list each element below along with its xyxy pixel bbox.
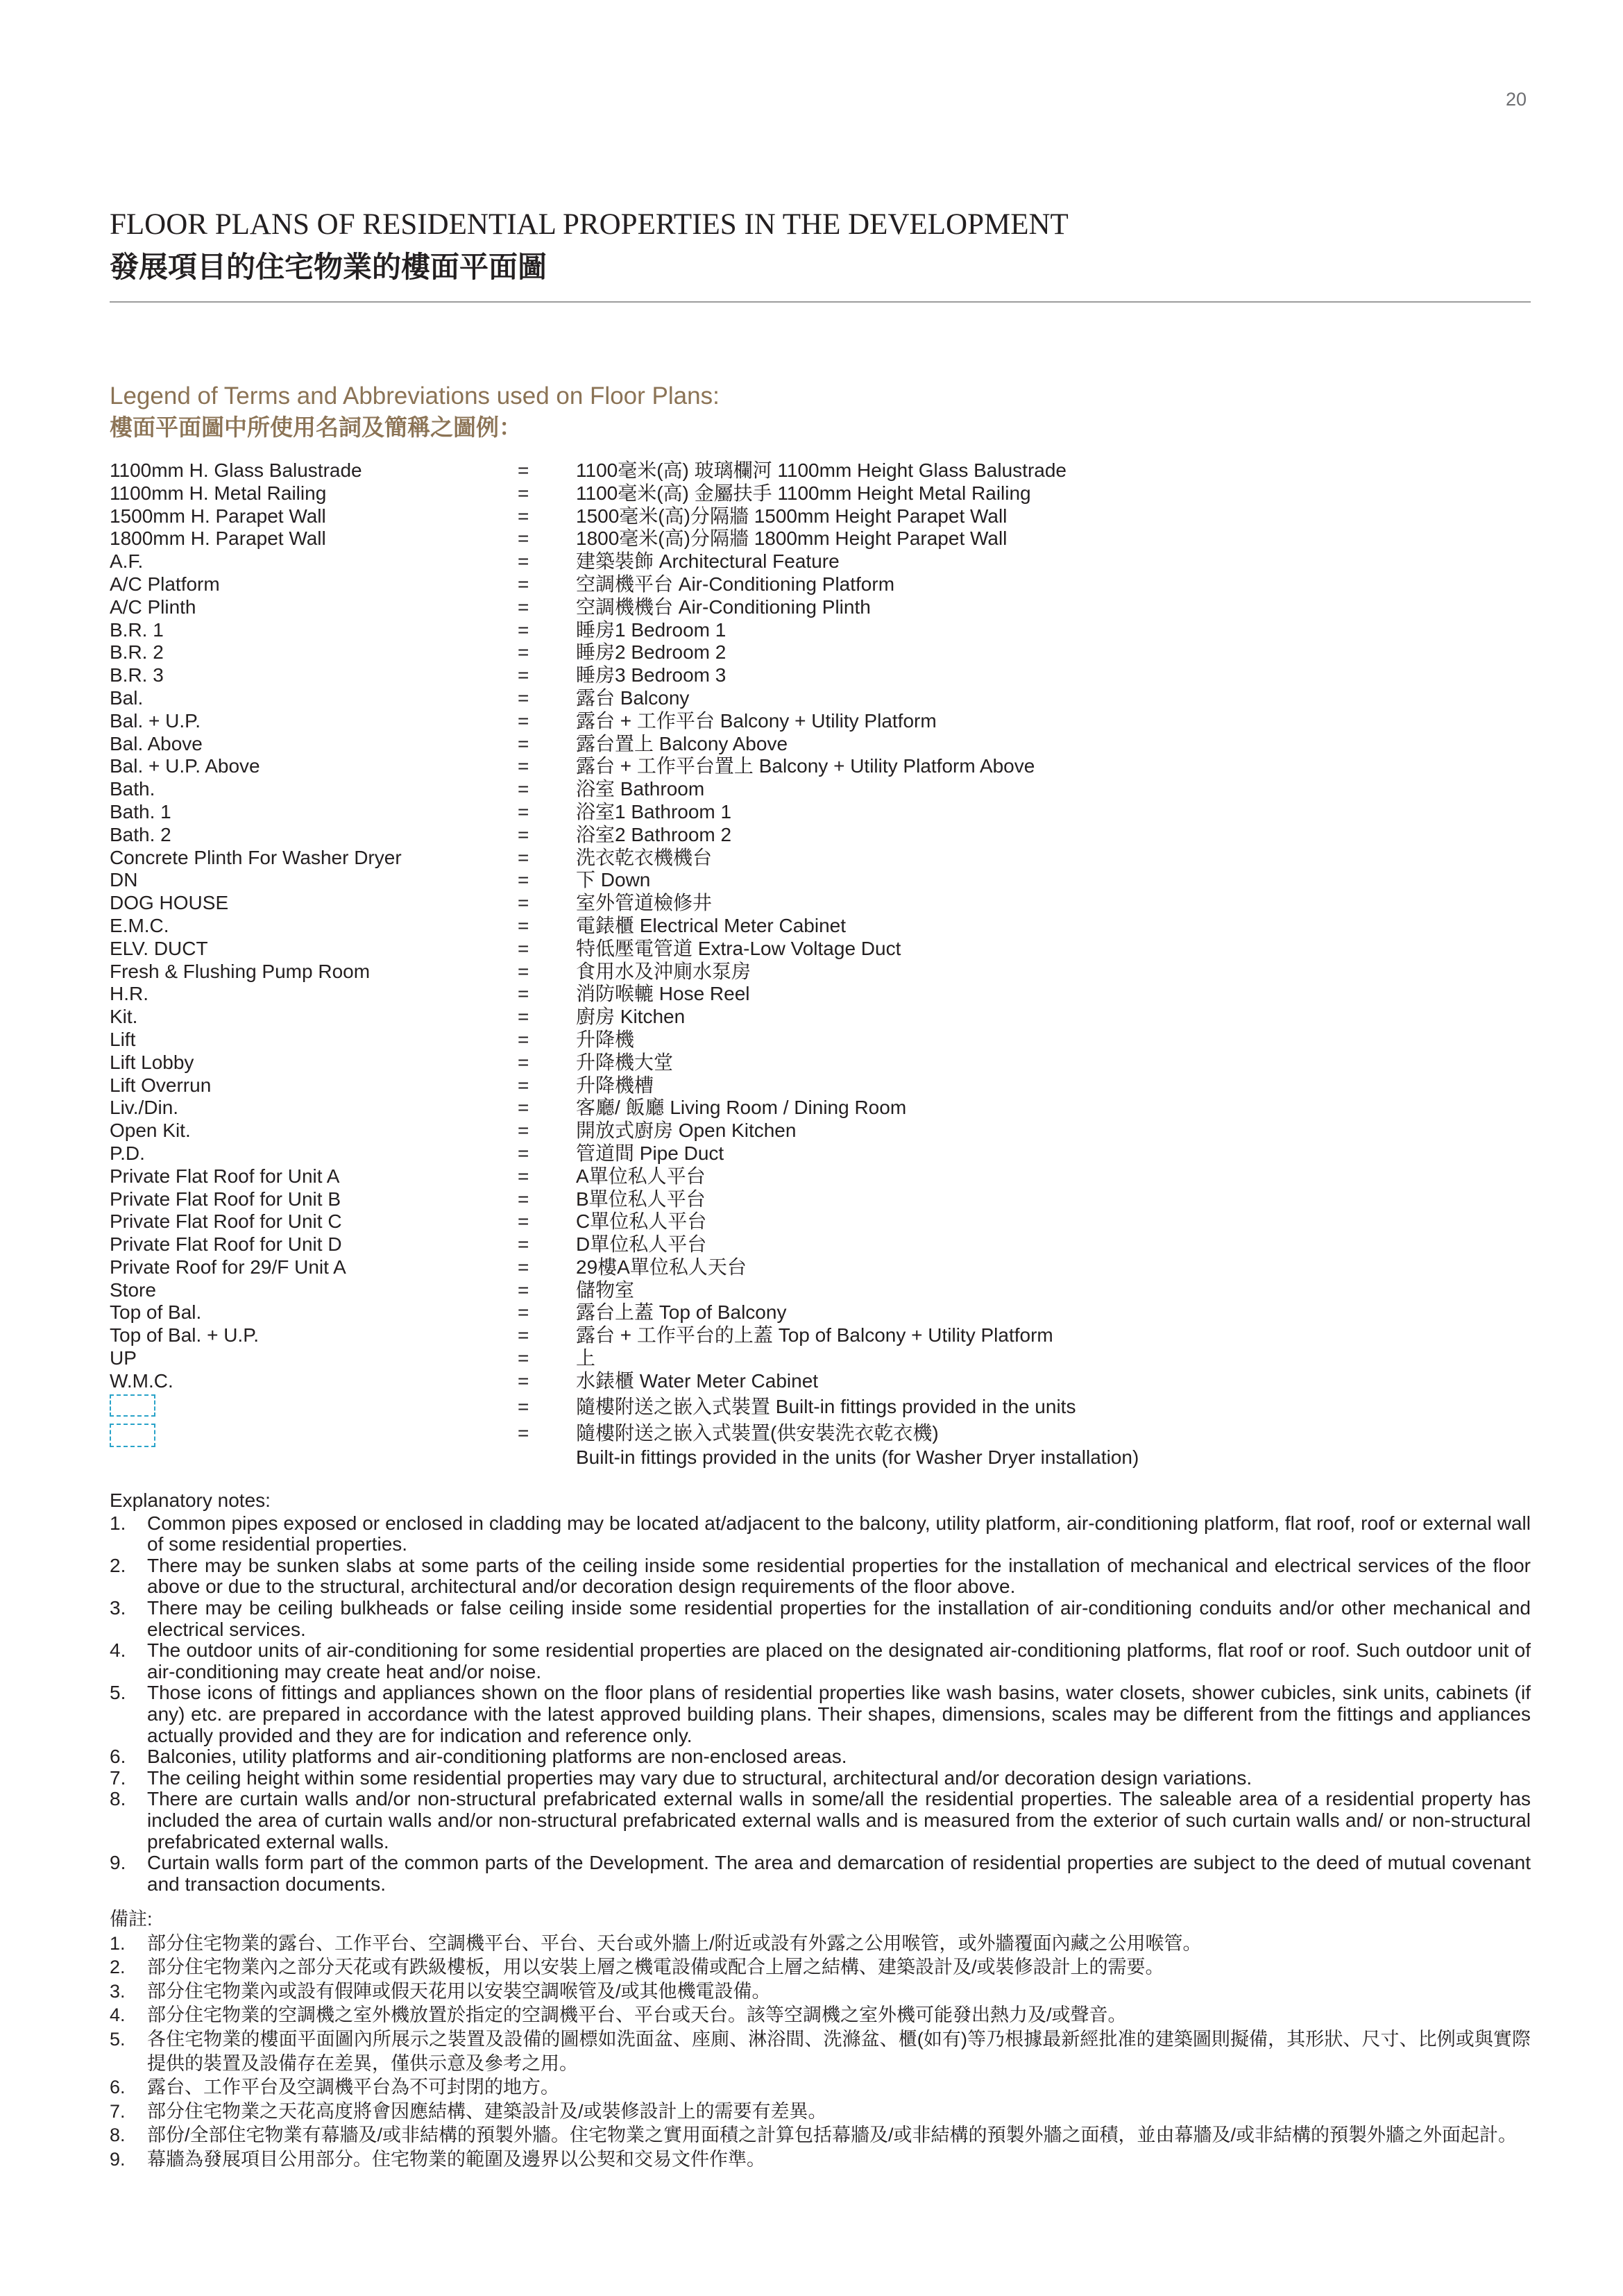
legend-row xyxy=(110,550,1428,573)
note-item xyxy=(110,1682,1531,1746)
legend-definition: 客廳/ 飯廳 Living Room / Dining Room xyxy=(576,1097,907,1119)
legend-equals: = xyxy=(518,1233,529,1256)
legend-equals: = xyxy=(518,914,529,936)
legend-row xyxy=(110,915,1428,938)
legend-equals: = xyxy=(518,823,529,845)
legend-term: Bal. + U.P. xyxy=(110,709,201,732)
legend-fitting-row xyxy=(110,1421,1428,1475)
legend-definition: 1100毫米(高) 金屬扶手 1100mm Height Metal Railing xyxy=(576,482,1031,504)
note-text: 部份/全部住宅物業有幕牆及/或非結構的預製外牆。住宅物業之實用面積之計算包括幕牆及/或非結構的預製外牆之面積，並由幕牆及/或非結構的預製外牆之外面起計。 xyxy=(147,2125,1518,2146)
note-number: 4. xyxy=(110,2004,126,2026)
legend-equals: = xyxy=(518,459,529,481)
legend-equals: = xyxy=(518,686,529,709)
note-item xyxy=(110,2075,1531,2100)
legend-row xyxy=(110,1188,1428,1211)
legend-term: DOG HOUSE xyxy=(110,892,229,914)
legend-term: 1500mm H. Parapet Wall xyxy=(110,505,326,527)
legend-equals: = xyxy=(518,1165,529,1187)
legend-equals: = xyxy=(518,505,529,527)
note-text: 各住宅物業的樓面平面圖內所展示之裝置及設備的圖標如洗面盆、座廁、淋浴間、洗滌盆、櫃(如有)等乃根據最新經批准的建築圖則擬備，其形狀、尺寸、比例或與實際提供的裝置及設備存在差異，僅供示意及參考之用。 xyxy=(147,2028,1531,2074)
note-item xyxy=(110,1768,1531,1789)
legend-term: P.D. xyxy=(110,1142,145,1164)
legend-definition: 室外管道檢修井 xyxy=(576,892,713,914)
legend-term: B.R. 3 xyxy=(110,664,164,686)
legend-equals: = xyxy=(518,527,529,550)
legend-definition: 管道間 Pipe Duct xyxy=(576,1142,724,1164)
legend-term: Kit. xyxy=(110,1006,138,1028)
legend-row xyxy=(110,892,1428,915)
legend-heading xyxy=(110,380,720,443)
legend-equals: = xyxy=(518,1369,529,1392)
legend-equals: = xyxy=(518,1395,529,1417)
legend-term: W.M.C. xyxy=(110,1369,173,1392)
legend-fitting-row xyxy=(110,1393,1428,1421)
legend-row xyxy=(110,1029,1428,1052)
note-text: Common pipes exposed or enclosed in cladding may be located at/adjacent to the balcony, utility platform, air-conditioning platform, flat roof, roof or external wall of some residential properties. xyxy=(147,1512,1531,1555)
built-in-fitting-symbol xyxy=(110,1424,155,1447)
note-number: 6. xyxy=(110,2077,126,2098)
note-item xyxy=(110,1789,1531,1852)
note-number: 3. xyxy=(110,1980,126,2002)
note-item xyxy=(110,1852,1531,1895)
legend-definition: 特低壓電管道 Extra-Low Voltage Duct xyxy=(576,937,901,959)
note-number: 6. xyxy=(110,1746,126,1768)
legend-definition: 洗衣乾衣機機台 xyxy=(576,846,713,868)
legend-row xyxy=(110,1256,1428,1279)
legend-row xyxy=(110,1347,1428,1370)
legend-definition: 升降機大堂 xyxy=(576,1051,674,1073)
legend-table xyxy=(110,459,1428,1475)
note-item xyxy=(110,2147,1531,2172)
page-title-zh: 發展項目的住宅物業的樓面平面圖 xyxy=(110,250,547,284)
legend-equals: = xyxy=(518,937,529,959)
legend-row xyxy=(110,1324,1428,1347)
legend-term: Private Flat Roof for Unit C xyxy=(110,1210,342,1233)
legend-definition-line: 隨樓附送之嵌入式裝置(供安裝洗衣乾衣機) xyxy=(576,1421,939,1444)
legend-definition: 露台 + 工作平台置上 Balcony + Utility Platform Above xyxy=(576,755,1035,777)
legend-definition xyxy=(576,1393,1076,1421)
note-text: 部分住宅物業內之部分天花或有跌級樓板，用以安裝上層之機電設備或配合上層之結構、建築設計及/或裝修設計上的需要。 xyxy=(147,1957,1164,1978)
note-number: 2. xyxy=(110,1957,126,1978)
legend-equals: = xyxy=(518,983,529,1005)
page-title xyxy=(110,205,1531,290)
notes-list-zh xyxy=(110,1932,1531,2172)
note-number: 9. xyxy=(110,1852,126,1874)
legend-term: Bath. 2 xyxy=(110,823,171,845)
legend-definition: 浴室2 Bathroom 2 xyxy=(576,823,732,845)
legend-row xyxy=(110,1006,1428,1029)
legend-equals: = xyxy=(518,1324,529,1347)
legend-row xyxy=(110,1165,1428,1188)
legend-term: Private Flat Roof for Unit B xyxy=(110,1188,341,1210)
legend-equals: = xyxy=(518,755,529,777)
explanatory-notes-en xyxy=(110,1490,1531,1895)
legend-equals: = xyxy=(518,550,529,573)
legend-equals: = xyxy=(518,892,529,914)
legend-equals: = xyxy=(518,664,529,686)
note-text: There are curtain walls and/or non-structural prefabricated external walls in some/all the residential properties. The saleable area of a residential property has included the area of curtain walls and/or non-structural prefabricated external walls and is measured from the exterior of such curtain walls and/ or non-structural prefabricated external walls. xyxy=(147,1788,1531,1852)
legend-term: Bal. xyxy=(110,686,144,709)
legend-definition: 升降機槽 xyxy=(576,1074,654,1096)
legend-definition: 1500毫米(高)分隔牆 1500mm Height Parapet Wall xyxy=(576,505,1008,527)
note-item xyxy=(110,2027,1531,2075)
title-divider xyxy=(110,301,1531,303)
legend-term: Lift Overrun xyxy=(110,1074,212,1096)
legend-equals: = xyxy=(518,709,529,732)
note-text: 部分住宅物業內或設有假陣或假天花用以安裝空調喉管及/或其他機電設備。 xyxy=(147,1980,771,2002)
legend-row xyxy=(110,1370,1428,1393)
legend-row xyxy=(110,824,1428,847)
legend-definition: 29樓A單位私人天台 xyxy=(576,1256,747,1278)
legend-row xyxy=(110,596,1428,619)
legend-definition: 廚房 Kitchen xyxy=(576,1006,686,1028)
notes-list-en xyxy=(110,1513,1531,1896)
legend-equals: = xyxy=(518,641,529,664)
notes-heading-zh: 備註: xyxy=(110,1909,153,1930)
note-number: 8. xyxy=(110,2125,126,2146)
note-number: 3. xyxy=(110,1596,126,1619)
legend-definition: 露台 + 工作平台 Balcony + Utility Platform xyxy=(576,709,937,732)
legend-definition: 睡房3 Bedroom 3 xyxy=(576,664,726,686)
legend-term: DN xyxy=(110,869,138,891)
note-number: 7. xyxy=(110,1766,126,1789)
legend-row xyxy=(110,938,1428,961)
legend-definition xyxy=(576,1421,1139,1469)
legend-row xyxy=(110,482,1428,505)
note-item xyxy=(110,1513,1531,1555)
note-number: 5. xyxy=(110,1682,126,1704)
legend-equals: = xyxy=(518,846,529,868)
note-number: 1. xyxy=(110,1932,126,1954)
legend-row xyxy=(110,619,1428,642)
note-text: 部分住宅物業的露台、工作平台、空調機平台、平台、天台或外牆上/附近或設有外露之公用喉管，或外牆覆面內藏之公用喉管。 xyxy=(147,1932,1202,1954)
legend-row xyxy=(110,687,1428,710)
legend-equals: = xyxy=(518,1028,529,1050)
note-item xyxy=(110,1640,1531,1682)
legend-row xyxy=(110,755,1428,778)
legend-definition: 1100毫米(高) 玻璃欄河 1100mm Height Glass Balustrade xyxy=(576,459,1067,481)
note-text: The outdoor units of air-conditioning for some residential properties are placed on the designated air-conditioning platforms, flat roof or roof. Such outdoor unit of air-conditioning may create heat and/or noise. xyxy=(147,1639,1531,1682)
legend-term: A/C Platform xyxy=(110,573,220,595)
legend-row xyxy=(110,733,1428,756)
legend-term: Concrete Plinth For Washer Dryer xyxy=(110,846,402,868)
legend-term: Lift Lobby xyxy=(110,1051,194,1073)
legend-equals: = xyxy=(518,1120,529,1142)
note-number: 7. xyxy=(110,2100,126,2122)
legend-term: E.M.C. xyxy=(110,914,169,936)
note-text: There may be sunken slabs at some parts of the ceiling inside some residential properties for the installation of mechanical and electrical services of the floor above or due to the structural, architectural and/or decoration design requirements of the floor above. xyxy=(147,1554,1531,1598)
legend-equals: = xyxy=(518,1421,529,1444)
legend-definition: 下 Down xyxy=(576,869,651,891)
legend-row xyxy=(110,1233,1428,1256)
note-text: 部分住宅物業之天花高度將會因應結構、建築設計及/或裝修設計上的需要有差異。 xyxy=(147,2100,827,2122)
legend-term: Private Flat Roof for Unit A xyxy=(110,1165,340,1187)
legend-row xyxy=(110,527,1428,550)
note-text: Balconies, utility platforms and air-conditioning platforms are non-enclosed areas. xyxy=(147,1746,847,1768)
legend-definition: 升降機 xyxy=(576,1028,635,1050)
legend-equals: = xyxy=(518,1256,529,1278)
legend-row xyxy=(110,1052,1428,1074)
notes-heading-en: Explanatory notes: xyxy=(110,1489,271,1511)
legend-definition: B單位私人平台 xyxy=(576,1188,706,1210)
legend-equals: = xyxy=(518,1074,529,1096)
legend-term: UP xyxy=(110,1347,137,1369)
page-title-en: FLOOR PLANS OF RESIDENTIAL PROPERTIES IN THE DEVELOPMENT xyxy=(110,208,1069,241)
note-number: 2. xyxy=(110,1554,126,1576)
legend-row xyxy=(110,1279,1428,1302)
note-text: 部分住宅物業的空調機之室外機放置於指定的空調機平台、平台或天台。該等空調機之室外機可能發出熱力及/或聲音。 xyxy=(147,2004,1127,2026)
legend-definition: 水錶櫃 Water Meter Cabinet xyxy=(576,1369,819,1392)
note-item xyxy=(110,2123,1531,2147)
legend-row xyxy=(110,641,1428,664)
legend-definition: 露台 + 工作平台的上蓋 Top of Balcony + Utility Platform xyxy=(576,1324,1053,1347)
legend-row xyxy=(110,869,1428,892)
legend-term: Top of Bal. xyxy=(110,1301,202,1324)
legend-term: Bal. + U.P. Above xyxy=(110,755,260,777)
legend-term: Liv./Din. xyxy=(110,1097,179,1119)
legend-term: Private Flat Roof for Unit D xyxy=(110,1233,342,1256)
legend-term: Store xyxy=(110,1278,156,1301)
legend-definition: 1800毫米(高)分隔牆 1800mm Height Parapet Wall xyxy=(576,527,1008,550)
note-item xyxy=(110,2003,1531,2027)
legend-equals: = xyxy=(518,778,529,800)
explanatory-notes-zh xyxy=(110,1907,1531,2172)
page-number: 20 xyxy=(1505,89,1527,110)
legend-row xyxy=(110,459,1428,482)
legend-term: Private Roof for 29/F Unit A xyxy=(110,1256,346,1278)
legend-equals: = xyxy=(518,1347,529,1369)
legend-term: Bath. 1 xyxy=(110,800,171,822)
legend-row xyxy=(110,847,1428,870)
note-number: 8. xyxy=(110,1788,126,1810)
legend-definition: 電錶櫃 Electrical Meter Cabinet xyxy=(576,914,847,936)
legend-equals: = xyxy=(518,800,529,822)
legend-definition-line: Built-in fittings provided in the units (for Washer Dryer installation) xyxy=(576,1446,1139,1468)
legend-definition: 開放式廚房 Open Kitchen xyxy=(576,1120,797,1142)
legend-definition: 食用水及沖廁水泵房 xyxy=(576,960,751,982)
legend-equals: = xyxy=(518,732,529,754)
legend-row xyxy=(110,505,1428,528)
legend-equals: = xyxy=(518,869,529,891)
legend-row xyxy=(110,778,1428,801)
legend-definition: 露台置上 Balcony Above xyxy=(576,732,788,754)
legend-row xyxy=(110,1210,1428,1233)
legend-definition: 消防喉轆 Hose Reel xyxy=(576,983,750,1005)
legend-row xyxy=(110,1097,1428,1120)
note-number: 1. xyxy=(110,1512,126,1534)
note-number: 9. xyxy=(110,2148,126,2170)
legend-definition: 睡房2 Bedroom 2 xyxy=(576,641,726,664)
legend-equals: = xyxy=(518,1210,529,1233)
legend-term: B.R. 2 xyxy=(110,641,164,664)
legend-definition: D單位私人平台 xyxy=(576,1233,707,1256)
note-item xyxy=(110,2100,1531,2124)
legend-row xyxy=(110,710,1428,733)
legend-row xyxy=(110,961,1428,984)
legend-equals: = xyxy=(518,596,529,618)
legend-row xyxy=(110,1074,1428,1097)
legend-heading-zh: 樓面平面圖中所使用名詞及簡稱之圖例： xyxy=(110,414,522,440)
legend-equals: = xyxy=(518,1097,529,1119)
legend-term: Fresh & Flushing Pump Room xyxy=(110,960,371,982)
note-item xyxy=(110,1555,1531,1598)
legend-term: Bal. Above xyxy=(110,732,203,754)
note-text: The ceiling height within some residential properties may vary due to structural, architectural and/or decoration design variations. xyxy=(147,1766,1252,1789)
note-item xyxy=(110,1598,1531,1640)
legend-equals: = xyxy=(518,1188,529,1210)
note-text: 露台、工作平台及空調機平台為不可封閉的地方。 xyxy=(147,2077,559,2098)
legend-definition: 上 xyxy=(576,1347,596,1369)
legend-term: H.R. xyxy=(110,983,148,1005)
legend-definition: 浴室 Bathroom xyxy=(576,778,705,800)
legend-row xyxy=(110,1301,1428,1324)
legend-definition: C單位私人平台 xyxy=(576,1210,707,1233)
legend-term: Lift xyxy=(110,1028,136,1050)
legend-definition: 空調機機台 Air-Conditioning Plinth xyxy=(576,596,871,618)
legend-equals: = xyxy=(518,1006,529,1028)
note-number: 5. xyxy=(110,2028,126,2050)
legend-term: A.F. xyxy=(110,550,144,573)
note-item xyxy=(110,1955,1531,1980)
legend-equals: = xyxy=(518,960,529,982)
legend-equals: = xyxy=(518,1142,529,1164)
legend-equals: = xyxy=(518,618,529,641)
legend-equals: = xyxy=(518,482,529,504)
note-text: There may be ceiling bulkheads or false ceiling inside some residential properties for the installation of air-conditioning conduits and/or other mechanical and electrical services. xyxy=(147,1596,1531,1640)
legend-definition: 露台上蓋 Top of Balcony xyxy=(576,1301,787,1324)
legend-row xyxy=(110,1142,1428,1165)
legend-term: A/C Plinth xyxy=(110,596,196,618)
legend-equals: = xyxy=(518,1051,529,1073)
note-text: Those icons of fittings and appliances shown on the floor plans of residential properties like wash basins, water closets, shower cubicles, sink units, cabinets (if any) etc. are prepared in accordance with the latest approved building plans. Their shapes, dimensions, scales may be different from the fittings and appliances actually provided and they are for indication and reference only. xyxy=(147,1682,1531,1746)
legend-row xyxy=(110,573,1428,596)
legend-term: B.R. 1 xyxy=(110,618,164,641)
legend-row xyxy=(110,1120,1428,1142)
legend-term: 1800mm H. Parapet Wall xyxy=(110,527,326,550)
note-text: Curtain walls form part of the common parts of the Development. The area and demarcation of residential properties are subject to the deed of mutual covenant and transaction documents. xyxy=(147,1852,1531,1895)
legend-equals: = xyxy=(518,1278,529,1301)
legend-equals: = xyxy=(518,573,529,595)
legend-term: Bath. xyxy=(110,778,155,800)
legend-term: Open Kit. xyxy=(110,1120,191,1142)
legend-definition: 空調機平台 Air-Conditioning Platform xyxy=(576,573,895,595)
note-item xyxy=(110,1932,1531,1956)
legend-term: ELV. DUCT xyxy=(110,937,208,959)
legend-definition: 露台 Balcony xyxy=(576,686,690,709)
note-number: 4. xyxy=(110,1639,126,1662)
built-in-fitting-symbol xyxy=(110,1394,155,1417)
legend-definition: 浴室1 Bathroom 1 xyxy=(576,800,732,822)
legend-equals: = xyxy=(518,1301,529,1324)
note-item xyxy=(110,1746,1531,1768)
note-item xyxy=(110,1980,1531,2004)
legend-term: 1100mm H. Metal Railing xyxy=(110,482,327,504)
legend-definition: 儲物室 xyxy=(576,1278,635,1301)
legend-definition-line: 隨樓附送之嵌入式裝置 Built-in fittings provided in the units xyxy=(576,1395,1076,1417)
legend-row xyxy=(110,664,1428,687)
legend-row xyxy=(110,801,1428,824)
legend-definition: 睡房1 Bedroom 1 xyxy=(576,618,726,641)
legend-term: 1100mm H. Glass Balustrade xyxy=(110,459,362,481)
legend-definition: 建築裝飾 Architectural Feature xyxy=(576,550,840,573)
legend-row xyxy=(110,983,1428,1006)
legend-term: Top of Bal. + U.P. xyxy=(110,1324,260,1347)
legend-definition: A單位私人平台 xyxy=(576,1165,706,1187)
note-text: 幕牆為發展項目公用部分。住宅物業的範圍及邊界以公契和交易文件作準。 xyxy=(147,2148,765,2170)
legend-heading-en: Legend of Terms and Abbreviations used on Floor Plans: xyxy=(110,382,720,410)
